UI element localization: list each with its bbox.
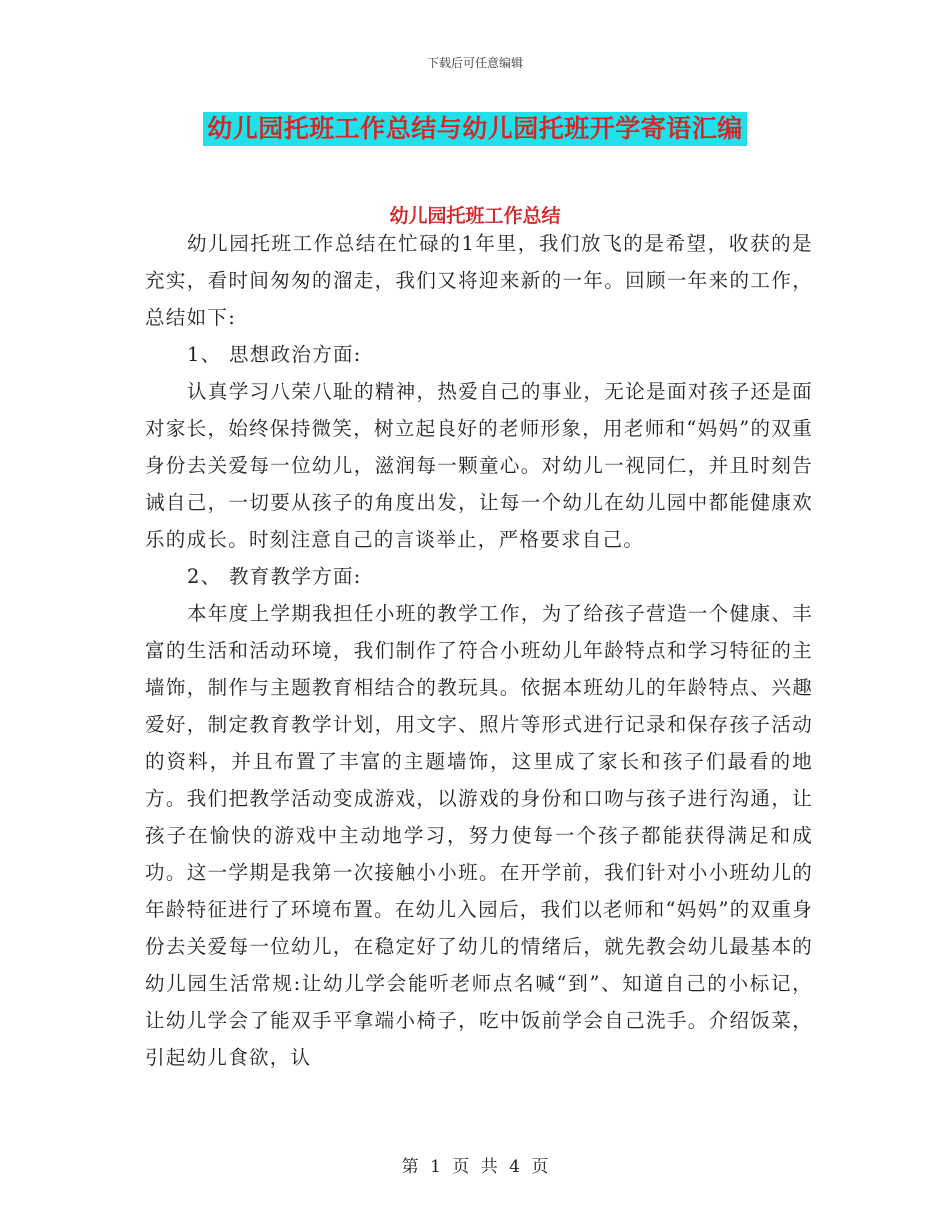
paragraph: 幼儿园托班工作总结在忙碌的1年里，我们放飞的是希望，收获的是充实，看时间匆匆的溜走，我们又将迎来新的一年。回顾一年来的工作，总结如下: bbox=[145, 232, 813, 329]
page-footer: 第 1 页 共 4 页 bbox=[401, 1157, 549, 1177]
header-note: 下载后可任意编辑 bbox=[426, 56, 523, 70]
paragraph: 1、 思想政治方面: bbox=[187, 343, 362, 366]
paragraph: 认真学习八荣八耻的精神，热爱自己的事业，无论是面对孩子还是面对家长，始终保持微笑，树立起良好的老师形象，用老师和“妈妈”的双重身份去关爱每一位幼儿，滋润每一颗童心。对幼儿一视同仁，并且时刻告诫自己，一切要从孩子的角度出发，让每一个幼儿在幼儿园中都能健康欢乐的成长。时刻注意自己的言谈举止，严格要求自己。 bbox=[145, 380, 813, 551]
body-text bbox=[145, 225, 813, 1076]
paragraph: 本年度上学期我担任小班的教学工作，为了给孩子营造一个健康、丰富的生活和活动环境，我们制作了符合小班幼儿年龄特点和学习特征的主墙饰，制作与主题教育相结合的教玩具。依据本班幼儿的年龄特点、兴趣爱好，制定教育教学计划，用文字、照片等形式进行记录和保存孩子活动的资料，并且布置了丰富的主题墙饰，这里成了家长和孩子们最看的地方。我们把教学活动变成游戏，以游戏的身份和口吻与孩子进行沟通，让孩子在愉快的游戏中主动地学习，努力使每一个孩子都能获得满足和成功。这一学期是我第一次接触小小班。在开学前，我们针对小小班幼儿的年龄特征进行了环境布置。在幼儿入园后，我们以老师和“妈妈”的双重身份去关爱每一位幼儿，在稳定好了幼儿的情绪后，就先教会幼儿最基本的幼儿园生活常规:让幼儿学会能听老师点名喊“到”、知道自己的小标记，让幼儿学会了能双手平拿端小椅子，吃中饭前学会自己洗手。介绍饭菜，引起幼儿食欲，认 bbox=[145, 602, 813, 1069]
section-title: 幼儿园托班工作总结 bbox=[389, 205, 561, 227]
main-title: 幼儿园托班工作总结与幼儿园托班开学寄语汇编 bbox=[203, 112, 747, 146]
main-title-wrap bbox=[0, 112, 950, 146]
paragraph: 2、 教育教学方面: bbox=[187, 565, 362, 588]
